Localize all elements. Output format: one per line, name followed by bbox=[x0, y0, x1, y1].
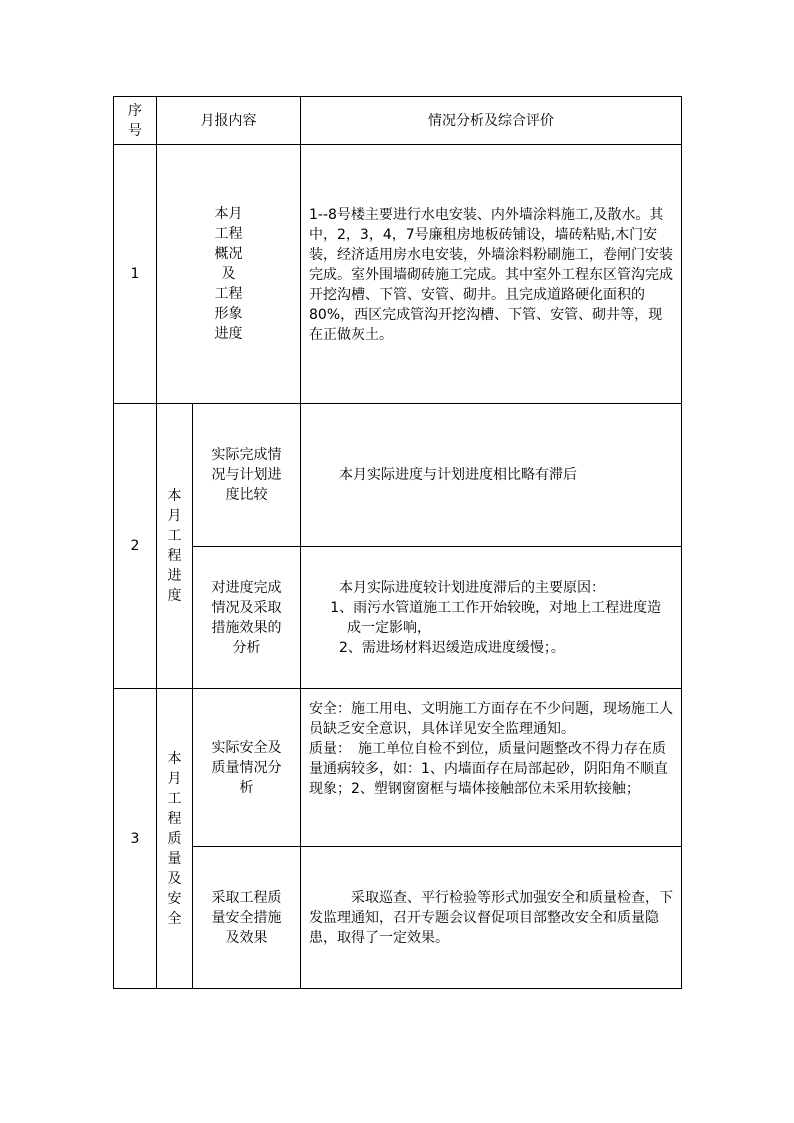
row1-analysis bbox=[301, 145, 682, 404]
header-seq: 序 号 bbox=[114, 97, 157, 145]
row3-measures-text: 采取巡查、平行检验等形式加强安全和质量检查，下发监理通知，召开专题会议督促项目部整改安全和质量隐患，取得了一定效果。 bbox=[309, 889, 673, 946]
row3-safety-text: 安全：施工用电、文明施工方面存在不少问题，现场施工人员缺乏安全意识，具体详见安全监理通知。 bbox=[309, 701, 673, 737]
row3-group-label: 本 月 工 程 质 量 及 安 全 bbox=[157, 689, 193, 989]
row3-sub2-analysis bbox=[301, 847, 682, 989]
row2-sub1-text: 本月实际进度与计划进度相比略有滞后 bbox=[339, 467, 577, 483]
header-content: 月报内容 bbox=[157, 97, 301, 145]
header-row bbox=[114, 97, 682, 145]
row1-analysis-text: 1--8号楼主要进行水电安装、内外墙涂料施工,及散水。其中，2，3，4，7号廉租房地板砖铺设，墙砖粘贴,木门安装，经济适用房水电安装，外墙涂料粉刷施工，卷闸门安装完成。室外围墙砌砖施工完成。其中室外工程东区管沟完成开挖沟槽、下管、安管、砌井。且完成道路硬化面积的 80%，西区完成管沟开挖沟槽、下管、安管、砌井等，现在正做灰土。 bbox=[309, 207, 673, 343]
table-row-2a bbox=[114, 404, 682, 547]
row1-topic: 本月 工程 概况 及 工程 形象 进度 bbox=[157, 145, 301, 404]
row3-sub1-label: 实际安全及 质量情况分 析 bbox=[193, 689, 301, 847]
table-row-3b bbox=[114, 847, 682, 989]
table-row-1 bbox=[114, 145, 682, 404]
row2-sub2-item-1: 1、雨污水管道施工工作开始较晚，对地上工程进度造成一定影响， bbox=[330, 599, 662, 636]
row2-sub2-label: 对进度完成 情况及采取 措施效果的 分析 bbox=[193, 547, 301, 689]
row2-number: 2 bbox=[114, 404, 157, 689]
table-row-2b bbox=[114, 547, 682, 689]
monthly-report-table bbox=[113, 96, 682, 989]
table-row-3a bbox=[114, 689, 682, 847]
row2-sub1-analysis bbox=[301, 404, 682, 547]
row2-group-label: 本 月 工 程 进 度 bbox=[157, 404, 193, 689]
row2-sub2-analysis bbox=[301, 547, 682, 689]
row3-sub1-analysis bbox=[301, 689, 682, 847]
row1-number: 1 bbox=[114, 145, 157, 404]
row2-sub2-item-2: 2、需进场材料迟缓造成进度缓慢；。 bbox=[339, 639, 565, 656]
header-analysis: 情况分析及综合评价 bbox=[301, 97, 682, 145]
row3-quality-text: 质量： 施工单位自检不到位，质量问题整改不得力存在质量通病较多，如：1、内墙面存在局部起砂，阴阳角不顺直现象；2、塑钢窗窗框与墙体接触部位未采用软接触； bbox=[309, 741, 668, 797]
row2-sub2-intro: 本月实际进度较计划进度滞后的主要原因： bbox=[339, 579, 605, 596]
row3-sub2-label: 采取工程质 量安全措施 及效果 bbox=[193, 847, 301, 989]
row2-sub1-label: 实际完成情 况与计划进 度比较 bbox=[193, 404, 301, 547]
row3-number: 3 bbox=[114, 689, 157, 989]
